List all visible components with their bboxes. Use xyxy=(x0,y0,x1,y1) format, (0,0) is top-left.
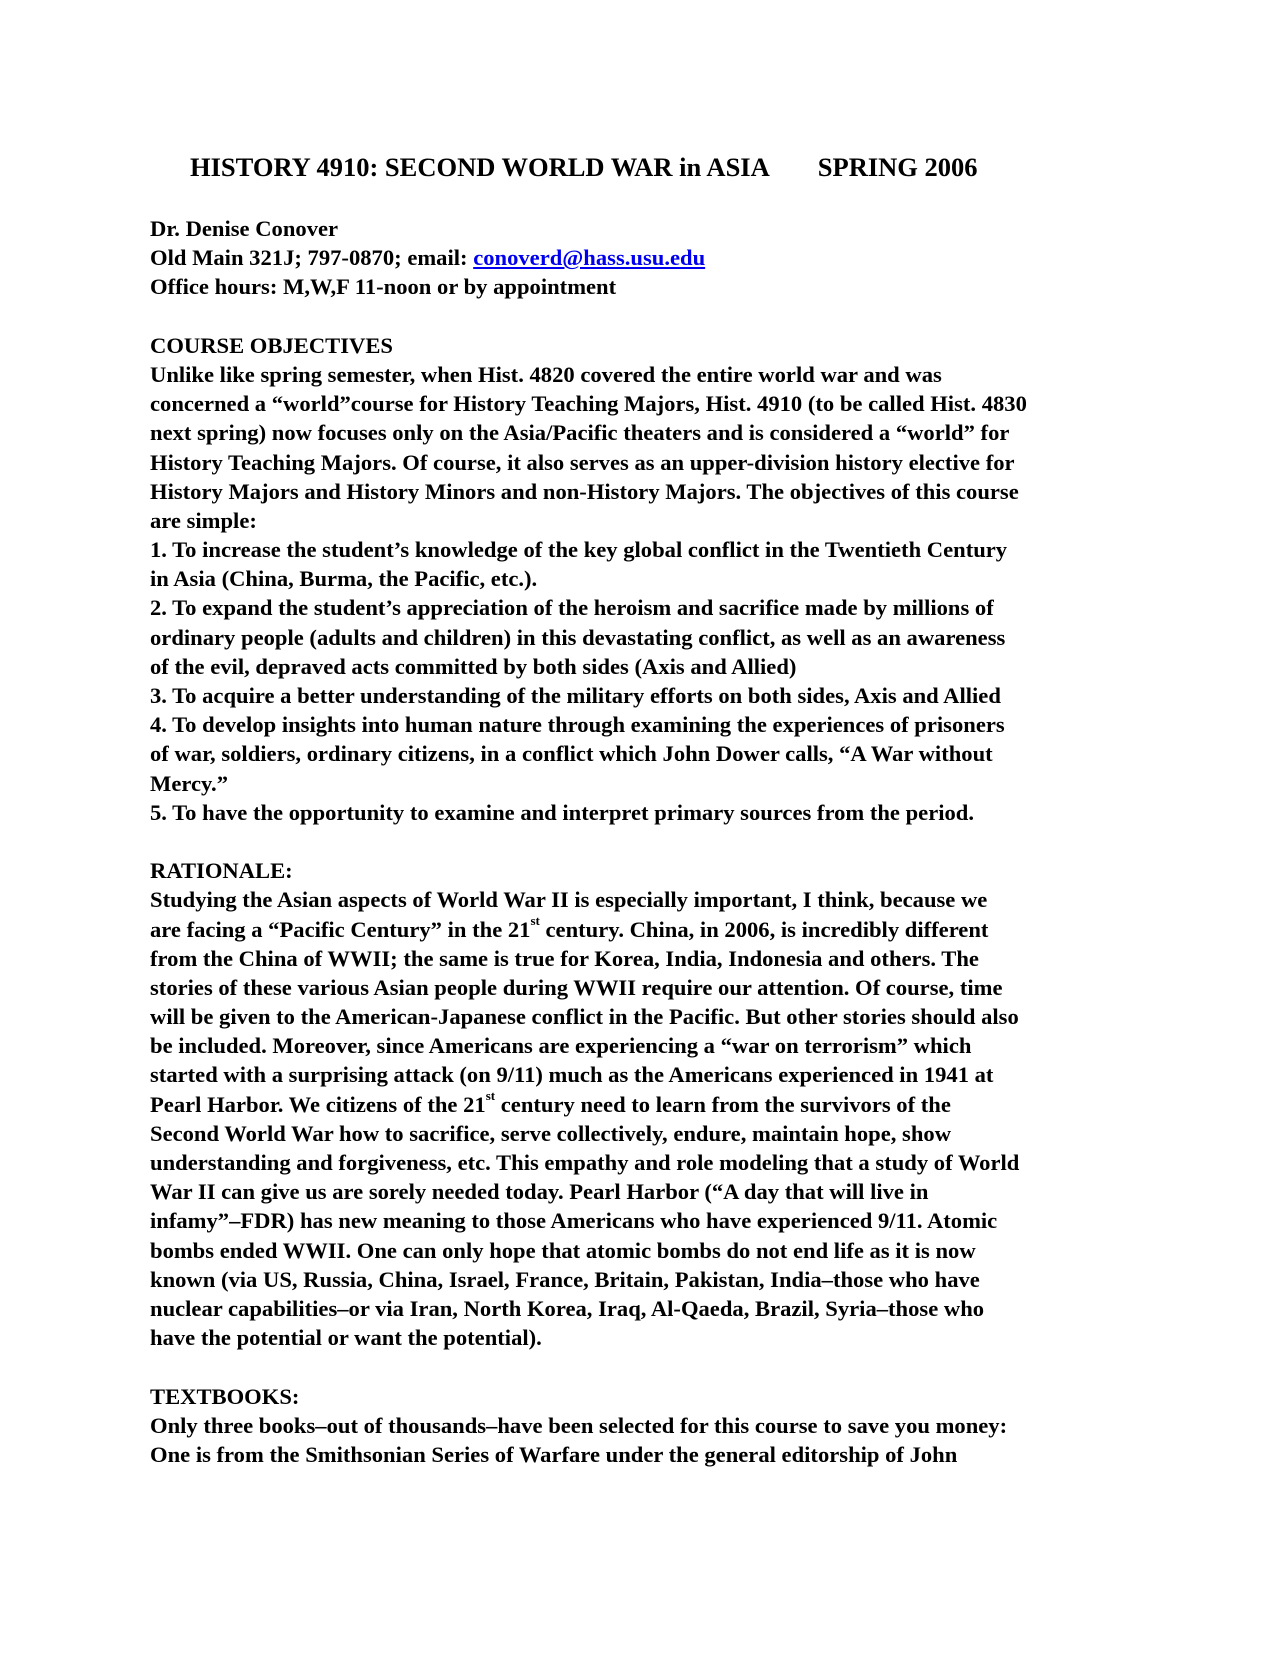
rationale-line: be included. Moreover, since Americans are experiencing a “war on terrorism” which xyxy=(150,1033,972,1059)
objectives-line: Mercy.” xyxy=(150,770,228,796)
rationale-line: bombs ended WWII. One can only hope that atomic bombs do not end life as it is now xyxy=(150,1237,976,1263)
spacer xyxy=(150,1352,1130,1381)
rationale-line: Second World War how to sacrifice, serve collectively, endure, maintain hope, show xyxy=(150,1120,952,1146)
rationale-line: from the China of WWII; the same is true for Korea, India, Indonesia and others. The xyxy=(150,945,979,971)
rationale-heading: RATIONALE: xyxy=(150,858,293,884)
objectives-line: 4. To develop insights into human nature through examining the experiences of prisoners xyxy=(150,712,1005,738)
office-hours: Office hours: M,W,F 11-noon or by appointment xyxy=(150,274,617,300)
ordinal-suffix: st xyxy=(485,1088,496,1104)
rationale-text: Pearl Harbor. We citizens of the 21 xyxy=(150,1091,486,1117)
rationale-line: known (via US, Russia, China, Israel, France, Britain, Pakistan, India–those who have xyxy=(150,1266,980,1292)
objectives-heading: COURSE OBJECTIVES xyxy=(150,332,393,358)
objectives-line: next spring) now focuses only on the Asia/Pacific theaters and is considered a “world” for xyxy=(150,420,1010,446)
objectives-line: are simple: xyxy=(150,507,257,533)
rationale-line: Studying the Asian aspects of World War II is especially important, I think, because we xyxy=(150,887,988,913)
rationale-line: War II can give us are sorely needed today. Pearl Harbor (“A day that will live in xyxy=(150,1179,929,1205)
objectives-line: of war, soldiers, ordinary citizens, in a conflict which John Dower calls, “A War without xyxy=(150,741,993,767)
rationale-line: will be given to the American-Japanese conflict in the Pacific. But other stories should also xyxy=(150,1004,1019,1030)
rationale-line xyxy=(150,912,1130,944)
objectives-line: History Teaching Majors. Of course, it also serves as an upper-division history elective for xyxy=(150,449,1015,475)
rationale-line: stories of these various Asian people during WWII require our attention. Of course, time xyxy=(150,974,1003,1000)
rationale-line: have the potential or want the potential). xyxy=(150,1325,542,1351)
textbooks-line: Only three books–out of thousands–have been selected for this course to save you money: xyxy=(150,1412,1008,1438)
rationale-text: are facing a “Pacific Century” in the 21 xyxy=(150,916,531,942)
objectives-line: 1. To increase the student’s knowledge of the key global conflict in the Twentieth Century xyxy=(150,537,1008,563)
objectives-line: Unlike like spring semester, when Hist. 4820 covered the entire world war and was xyxy=(150,361,942,387)
rationale-line xyxy=(150,1090,1130,1119)
semester: SPRING 2006 xyxy=(817,152,978,182)
objectives-line: ordinary people (adults and children) in this devastating conflict, as well as an awareness xyxy=(150,624,1006,650)
textbooks-heading: TEXTBOOKS: xyxy=(150,1383,300,1409)
objectives-line: of the evil, depraved acts committed by both sides (Axis and Allied) xyxy=(150,653,797,679)
rationale-line: understanding and forgiveness, etc. This empathy and role modeling that a study of World xyxy=(150,1150,1020,1175)
document-body xyxy=(150,214,1130,1469)
objectives-line: 3. To acquire a better understanding of the military efforts on both sides, Axis and Allied xyxy=(150,683,1001,708)
email-link[interactable]: conoverd@hass.usu.edu xyxy=(473,245,706,271)
objectives-line: 5. To have the opportunity to examine and interpret primary sources from the period. xyxy=(150,799,975,825)
rationale-line: started with a surprising attack (on 9/11) much as the Americans experienced in 1941 at xyxy=(150,1062,994,1088)
spacer xyxy=(150,827,1130,856)
objectives-line: 2. To expand the student’s appreciation of the heroism and sacrifice made by millions of xyxy=(150,595,994,621)
page-title xyxy=(190,150,1090,184)
rationale-text: century need to learn from the survivors of the xyxy=(495,1091,951,1117)
objectives-line: concerned a “world”course for History Teaching Majors, Hist. 4910 (to be called Hist. 4830 xyxy=(150,391,1027,417)
ordinal-suffix: st xyxy=(530,912,540,928)
office-contact-line xyxy=(150,243,1130,272)
rationale-line: infamy”–FDR) has new meaning to those Americans who have experienced 9/11. Atomic xyxy=(150,1208,998,1234)
rationale-text: century. China, in 2006, is incredibly different xyxy=(539,916,989,942)
course-title: HISTORY 4910: SECOND WORLD WAR in ASIA xyxy=(190,152,770,182)
spacer xyxy=(150,302,1130,331)
rationale-line: nuclear capabilities–or via Iran, North Korea, Iraq, Al-Qaeda, Brazil, Syria–those who xyxy=(150,1295,985,1321)
office-info: Old Main 321J; 797-0870; email: xyxy=(150,245,474,271)
textbooks-line: One is from the Smithsonian Series of Warfare under the general editorship of John xyxy=(150,1441,958,1467)
objectives-line: History Majors and History Minors and non-History Majors. The objectives of this course xyxy=(150,478,1019,504)
instructor-name: Dr. Denise Conover xyxy=(150,216,339,241)
objectives-line: in Asia (China, Burma, the Pacific, etc.). xyxy=(150,566,538,592)
